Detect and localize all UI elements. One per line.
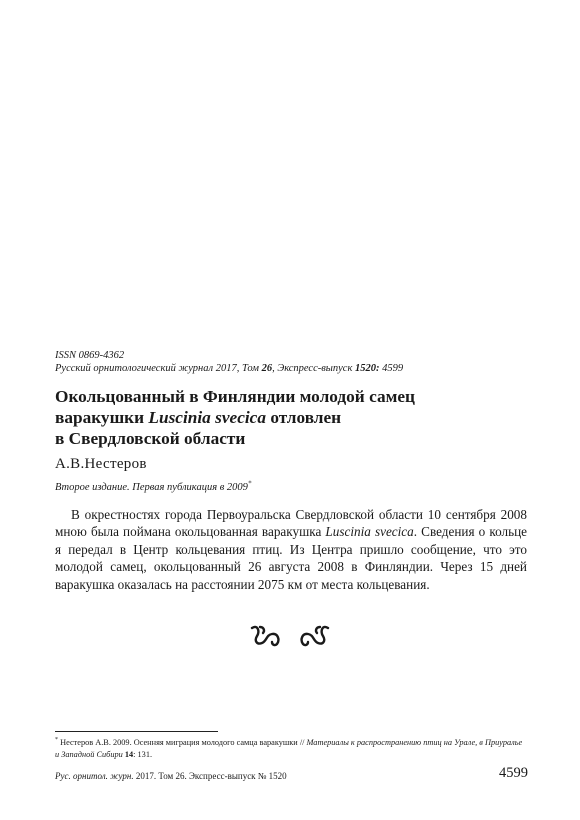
title-line-1: Окольцованный в Финляндии молодой самец [55,387,416,406]
body-part-2: . Сведения о кольце я передал в Центр кольцевания птиц. Из Центра пришло сообщение, что это молодой самец, окольцованный 26 августа 2008 в Финляндии. Через 15 дней варакушка оказалась на расстоянии 2075 км от места кольцевания. [55,524,527,592]
journal-citation-line [55,362,403,375]
footnote-pages: : 131. [133,750,153,759]
footnote-reference: Нестеров А.В. 2009. Осенняя миграция молодого самца варакушки // [58,738,307,747]
footnote-volume: 14 [124,750,134,759]
edition-footnote-mark: * [247,479,252,488]
journal-issue-prefix: , Экспресс-выпуск [272,363,356,374]
title-line-2-suffix: отловлен [266,408,342,427]
edition-text: Второе издание. Первая публикация в 2009 [55,482,248,493]
title-species-name: Luscinia svecica [148,408,266,427]
author-name: А.В.Нестеров [55,456,147,472]
journal-page: 4599 [382,363,404,374]
ornament-divider [0,622,580,653]
title-line-2 [55,407,525,428]
body-species-name: Luscinia svecica [325,524,414,540]
running-footer [55,770,287,782]
page-number: 4599 [499,765,528,781]
journal-volume: 26 [261,363,273,374]
footnote-mark: * [55,737,58,744]
journal-separator: : [376,363,383,374]
footnote-separator [55,731,218,732]
footer-issue-info: 2017. Том 26. Экспресс-выпуск № 1520 [133,771,287,781]
journal-issue: 1520 [355,363,377,374]
issn-line: ISSN 0869-4362 [55,350,125,361]
footnote-source-title: Материалы к распространению птиц на Урале, в Приуралье и Западной Сибири [55,738,523,759]
journal-name-prefix: Русский орнитологический журнал 2017, Том [55,363,262,374]
article-body-paragraph [55,506,527,593]
title-line-3: в Свердловской области [55,429,246,448]
article-title [55,386,525,449]
fleuron-pair-icon [248,622,332,648]
edition-note [55,481,251,494]
title-line-2-prefix: варакушки [55,408,149,427]
footer-journal-abbrev: Рус. орнитол. журн. [55,771,134,781]
footnote [55,737,527,761]
body-part-1: В окрестностях города Первоуральска Свердловской области 10 сентября 2008 мною была поймана окольцованная варакушка [55,507,527,540]
